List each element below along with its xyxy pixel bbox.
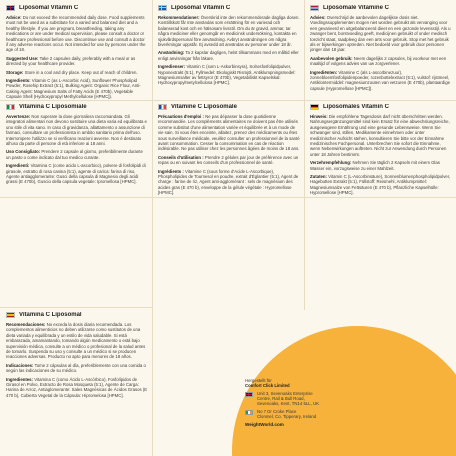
italy-flag-icon (6, 104, 15, 110)
panel-spanish: Vitamina C Liposomal Recomendaciones: No exceda la dosis diaria recomendada. Los complementos alimenticios no deben utilizarse como sustitutos de una dieta variada y equilibrada y un estilo de vida saludable. Si está embarazada, amamantando, tomando algún medicamento o está bajo supervisión médica, consulte a un médico o profesional de la salud antes de tomarlo. Suspenda su uso y consulte a un médico si se producen reacciones adversas. Producto no apto para menores de 18 años. Indicaciones: Tome 2 cápsulas al día, preferiblemente con una comida o según las indicaciones de su médico. Ingredientes: Vitamina C (como Ácido L-Ascórbico), Fosfolípidos de Girasol en Polvo, Extracto de Rosa Mosqueta (5:1), Agente de Carga: Harina de Arroz, Antiaglomerante: Sales Magnésicas de Ácidos Grasos (E 470 b), Cubierta Vegetal de la Cápsula: Hipromelosa [HPMC]. (6, 312, 148, 398)
sweden-flag-icon (158, 5, 167, 11)
uk-flag-icon (245, 392, 253, 397)
row-divider (0, 197, 456, 198)
row-divider (0, 307, 152, 308)
ireland-address: No 7 Dr Croke Place Clonmel, Co. Tipperary, Ireland (245, 409, 405, 420)
column-divider (152, 0, 153, 456)
column-divider (304, 0, 305, 310)
panel-swedish: Liposomal Vitamin C Rekommendationer: Överskrid inte den rekommenderade dagliga dosen. Kosttillskott får inte användas som ersättning för en varierad och balanserad kost och en hälsosam livsstil. Om du är gravid, ammar, tar några mediciner eller genomgår en medicinsk undersökning, kontakta en sjukvårdspersonal före användning. Avbryt användningen om några biverkningar uppstår. Ej avsedd att användas av personer under 18 år. Användning: Ta 2 kapslar dagligen, helst tillsammans med en måltid eller enligt anvisningar från läkare. Ingredienser: Vitamin C (som L-Askorbinsyra), Solrosfosfolipidpulver, Nyponextrakt (5:1), Fyllmedel: Ekologiskt Rismjöl, Antiklumpningsmedel: Magnesiumsalter av fettsyror (E 470b), Vegetabiliskt Kapselskal: Hydroxypropylmetylcellulosa [HPMC]. (158, 5, 300, 86)
uk-flag-icon (6, 5, 15, 11)
manufactured-for-label: Hergestellt für (245, 378, 272, 383)
company-name: Comfort Click Limited (245, 383, 290, 389)
netherlands-flag-icon (310, 5, 319, 11)
row-divider (0, 100, 456, 101)
panel-title: Vitamina C Liposomal (19, 312, 82, 318)
panel-german: Liposomales Vitamin C Hinweis: Die empfohlene Tagesdosis darf nicht überschritten werden. Nahrungsergänzungsmittel sind kein Ersatz für eine abwechslungsreiche, ausgewogene Ernährung und eine gesunde Lebensweise. Wenn Sie schwanger sind, stillen, Medikamente einnehmen oder unter medizinischer Aufsicht stehen, konsultieren Sie bitte vor der Einnahme medizinisches Fachpersonal. Unterbrechen Sie sofort die Einnahme, wenn Nebenwirkungen auftreten. Nicht zur Anwendung durch Personen unter 18 Jahren bestimmt. Verzehrempfehlung: Nehmen Sie täglich 2 Kapseln mit einem Glas Wasser ein, vorzugsweise zu einer Mahlzeit. Zutaten: Vitamin C (L-Ascorbinsäure), Sonnenblumenphospholipidpulver, Hagebutten Extrakt (5:1), Füllstoff: Reismehl, Antiklumpmittel: Magnesiumsalze von Fettsäuren (E 470 b), Pflanzliche Kapselhülle: Hypromellose [HPMC]. (310, 104, 451, 196)
uk-address: Unit 3, Sevenoaks Enterprise Centre, Rail & Bull Road, Sevenoaks, Kent, TN14 5LL, UK (245, 391, 405, 407)
panel-title: Liposomal Vitamin C (171, 5, 231, 11)
panel-title: Liposomales Vitamin C (323, 104, 389, 110)
panel-dutch: Liposomale Vitamine C Advies: Overschrijd de aanbevolen dagelijkse dosis niet. Voedingssupplementen mogen niet worden gebruikt als vervanging voor een gevarieerd en uitgebalanceerd dieet en een gezonde levensstijl. Als u zwanger bent, borstvoeding geeft, medicijnen gebruikt of onder medisch toezicht staat, raadpleeg dan een arts voor gebruik. Stop met het gebruik als er bijwerkingen optreden. Niet bedoeld voor gebruik door personen jonger dan 18 jaar. Aanbevolen gebruik: Neem dagelijks 2 capsules, bij voorkeur met een maaltijd of volgens advies van uw zorgverlener. Ingrediënten: Vitamine C (als L-ascorbinezuur), zonnebloemfosfolipidenpoeder, rozenbottelextract (5:1), vulstof: rijstmeel, Antiklontermiddel: magnesiumzouten van vetzuren (E 470b), plantaardige capsule (Hypromellose [HPMC]). (310, 5, 451, 91)
panel-english: Liposomal Vitamin C Advice: Do not exceed the recommended daily dose. Food supplements must not be used as a substitute for a varied and balanced diet and a healthy lifestyle. If you are pregnant, breastfeeding, taking any medications or are under medical supervision, please consult a doctor or healthcare professional before use. Discontinue use and consult a doctor if any adverse reactions occur. Not intended for use by persons under the age of 18. Suggested Use: Take 2 capsules daily, preferably with a meal or as directed by your healthcare provider. Storage: Store in a cool and dry place. Keep out of reach of children. Ingredients: Vitamin C (as L-Ascorbic Acid), Sunflower Phospholipid Powder, Rosehip Extract (5:1), Bulking Agent: Organic Rice Flour, Anti-Caking Agent: Magnesium Salts of Fatty Acids (E 470b), Vegetable Capsule Shell (Hydroxypropyl Methylcellulose [HPMC]). (6, 5, 146, 99)
manufacturer-info (245, 378, 405, 427)
panel-italian: Vitamina C Liposomiale Avvertenze: Non superare la dose giornaliera raccomandata. Gli integratori alimentari non devono sostituire una dieta varia ed equilibrata e uno stile di vita sano. In caso di gravidanza, allattamento o assunzione di farmaci, consultare un professionista in ambito sanitario prima dell'uso. Interrompere l'utilizzo se si verificano reazioni avverse. Non è destinato all'uso da parte di persone di età inferiore ai 18 anni. Uso Consigliato: Prendere 2 capsule al giorno, preferibilmente durante un pasto o come indicato dal tuo medico curante. Ingredienti: Vitamina C (come acido L-ascorbico), polvere di fosfolipidi di girasole, estratto di rosa canina (5:1), agente di carica: farina di riso, Agente antiagglomerante: Gusci della capsula di Magnesio degli acidi grassi (E 470b), Guscio della capsula vegetale: Ipromellosa [HPMC]. (6, 104, 147, 185)
panel-title: Vitamine C Liposomale (171, 104, 237, 110)
panel-french: Vitamine C Liposomale Précautions d'emploi : Ne pas dépasser la dose quotidienne recommandée. Les compléments alimentaires ne doivent pas être utilisés comme substitut d'une alimentation variée et équilibrée et à un mode de vie sain. Si vous êtes enceinte, allaitez, prenez des médicaments ou êtes sous surveillance médicale, veuillez consulter un professionnel de la santé avant consommation. Cesser la consommation en cas de réaction indésirable. Ne pas utiliser chez les personnes âgées de moins de 18 ans. Conseils d'utilisation : Prendre 2 gélules par jour de préférence avec un repas ou en suivant les conseils d'un professionnel de santé. Ingrédients : Vitamine C (sous forme d'Acide L-Ascorbique), Phospholipides de Tournesol en poudre, extrait d'Églantier (5:1), Agent de charge : farine de riz, Agent anti-agglomérant : sels de magnésium des acides gras (E 470 b), enveloppe de la gélule végétale : Hypromellose [HPMC]. (158, 104, 300, 196)
panel-title: Vitamina C Liposomiale (19, 104, 87, 110)
germany-flag-icon (310, 104, 319, 110)
france-flag-icon (158, 104, 167, 110)
panel-title: Liposomal Vitamin C (19, 5, 79, 11)
ireland-flag-icon (245, 410, 253, 415)
website-text: WeightWorld.com (245, 422, 284, 428)
panel-title: Liposomale Vitamine C (323, 5, 389, 11)
spain-flag-icon (6, 312, 15, 318)
